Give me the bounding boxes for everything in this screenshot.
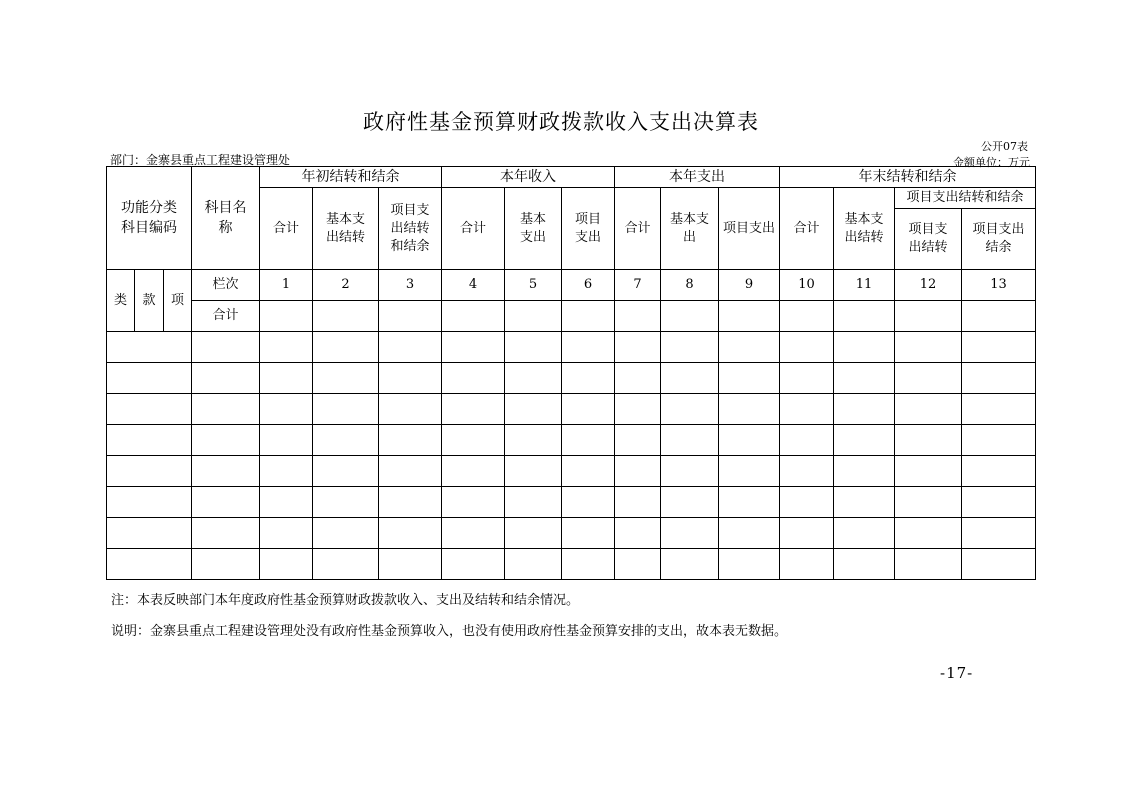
table-cell	[895, 487, 962, 518]
table-cell	[780, 301, 834, 332]
table-cell	[615, 394, 661, 425]
table-cell	[962, 332, 1036, 363]
table-cell	[192, 394, 260, 425]
table-cell	[895, 518, 962, 549]
table-cell	[962, 487, 1036, 518]
table-cell	[192, 487, 260, 518]
col-number: 5	[505, 270, 562, 301]
table-cell	[895, 363, 962, 394]
table-cell	[192, 518, 260, 549]
table-cell	[895, 332, 962, 363]
table-cell	[780, 487, 834, 518]
table-cell	[505, 487, 562, 518]
code-lei: 类	[107, 270, 135, 332]
table-cell	[834, 394, 895, 425]
header-func-code: 功能分类科目编码	[107, 167, 192, 270]
table-cell	[895, 456, 962, 487]
table-cell	[442, 332, 505, 363]
table-cell	[107, 456, 192, 487]
table-cell	[379, 425, 442, 456]
table-cell	[260, 456, 313, 487]
table-cell	[505, 549, 562, 580]
table-cell	[107, 549, 192, 580]
table-cell	[442, 518, 505, 549]
col-number: 12	[895, 270, 962, 301]
table-cell	[661, 332, 719, 363]
page-number: -17-	[940, 664, 974, 682]
table-cell	[661, 518, 719, 549]
table-cell	[260, 487, 313, 518]
table-cell	[107, 332, 192, 363]
table-cell	[505, 425, 562, 456]
table-cell	[615, 363, 661, 394]
table-cell	[615, 425, 661, 456]
table-cell	[719, 518, 780, 549]
header-expense-project: 项目支出	[719, 188, 780, 270]
table-cell	[780, 549, 834, 580]
table-cell	[260, 332, 313, 363]
table-cell	[661, 425, 719, 456]
header-group-end: 年末结转和结余	[780, 167, 1036, 188]
table-cell	[719, 456, 780, 487]
table-cell	[379, 456, 442, 487]
table-cell	[719, 332, 780, 363]
table-cell	[615, 549, 661, 580]
table-cell	[962, 301, 1036, 332]
header-end-project-carry: 项目支出结转	[895, 209, 962, 270]
table-cell	[615, 487, 661, 518]
table-cell	[442, 549, 505, 580]
table-cell	[192, 549, 260, 580]
total-label: 合计	[192, 301, 260, 332]
table-cell	[442, 487, 505, 518]
table-cell	[379, 487, 442, 518]
col-number: 6	[562, 270, 615, 301]
table-cell	[379, 363, 442, 394]
table-cell	[260, 394, 313, 425]
table-cell	[442, 456, 505, 487]
table-cell	[313, 332, 379, 363]
table-cell	[615, 301, 661, 332]
table-cell	[719, 549, 780, 580]
table-cell	[562, 518, 615, 549]
table-row	[107, 487, 1036, 518]
table-cell	[661, 363, 719, 394]
table-cell	[313, 549, 379, 580]
table-cell	[780, 332, 834, 363]
table-cell	[962, 456, 1036, 487]
table-cell	[313, 363, 379, 394]
header-begin-total: 合计	[260, 188, 313, 270]
table-cell	[505, 518, 562, 549]
table-row	[107, 394, 1036, 425]
table-cell	[379, 332, 442, 363]
table-cell	[562, 549, 615, 580]
col-number: 2	[313, 270, 379, 301]
table-cell	[834, 425, 895, 456]
table-cell	[615, 332, 661, 363]
table-cell	[834, 363, 895, 394]
table-cell	[313, 425, 379, 456]
table-row	[107, 549, 1036, 580]
table-cell	[192, 363, 260, 394]
table-row	[107, 363, 1036, 394]
table-cell	[562, 394, 615, 425]
header-income-project: 项目支出	[562, 188, 615, 270]
header-begin-project: 项目支出结转和结余	[379, 188, 442, 270]
table-cell	[379, 394, 442, 425]
table-cell	[107, 425, 192, 456]
table-note: 注：本表反映部门本年度政府性基金预算财政拨款收入、支出及结转和结余情况。	[111, 593, 580, 608]
table-cell	[442, 425, 505, 456]
table-cell	[895, 425, 962, 456]
table-cell	[313, 394, 379, 425]
table-cell	[192, 456, 260, 487]
table-cell	[962, 363, 1036, 394]
table-cell	[505, 301, 562, 332]
table-cell	[260, 301, 313, 332]
table-cell	[780, 425, 834, 456]
col-number: 13	[962, 270, 1036, 301]
table-row	[107, 518, 1036, 549]
table-cell	[562, 363, 615, 394]
table-cell	[260, 363, 313, 394]
table-cell	[562, 301, 615, 332]
table-cell	[107, 363, 192, 394]
table-cell	[962, 394, 1036, 425]
empty-rows	[107, 332, 1036, 580]
header-begin-basic: 基本支出结转	[313, 188, 379, 270]
table-cell	[505, 363, 562, 394]
table-cell	[719, 394, 780, 425]
table-cell	[661, 394, 719, 425]
table-cell	[615, 518, 661, 549]
table-cell	[615, 456, 661, 487]
header-group-begin: 年初结转和结余	[260, 167, 442, 188]
col-number: 10	[780, 270, 834, 301]
header-end-basic: 基本支出结转	[834, 188, 895, 270]
header-subject-name: 科目名称	[192, 167, 260, 270]
table-explanation: 说明：金寨县重点工程建设管理处没有政府性基金预算收入，也没有使用政府性基金预算安排的支出，故本表无数据。	[111, 624, 788, 639]
table-cell	[719, 487, 780, 518]
col-number: 9	[719, 270, 780, 301]
table-cell	[661, 456, 719, 487]
table-cell	[895, 301, 962, 332]
table-row	[107, 425, 1036, 456]
table-cell	[192, 425, 260, 456]
table-row	[107, 332, 1036, 363]
table-cell	[107, 487, 192, 518]
budget-table	[106, 166, 1036, 580]
table-cell	[313, 518, 379, 549]
table-cell	[562, 425, 615, 456]
header-end-total: 合计	[780, 188, 834, 270]
header-expense-total: 合计	[615, 188, 661, 270]
table-cell	[562, 487, 615, 518]
table-cell	[661, 549, 719, 580]
header-income-total: 合计	[442, 188, 505, 270]
table-cell	[313, 456, 379, 487]
col-number: 4	[442, 270, 505, 301]
table-cell	[719, 425, 780, 456]
header-end-project-sub: 项目支出结转和结余	[895, 188, 1036, 209]
table-cell	[895, 394, 962, 425]
table-cell	[107, 518, 192, 549]
header-expense-basic: 基本支出	[661, 188, 719, 270]
table-cell	[834, 301, 895, 332]
table-cell	[260, 425, 313, 456]
table-cell	[192, 332, 260, 363]
table-cell	[661, 487, 719, 518]
table-cell	[505, 394, 562, 425]
table-cell	[107, 394, 192, 425]
table-cell	[962, 425, 1036, 456]
table-row	[107, 456, 1036, 487]
code-xiang: 项	[164, 270, 192, 332]
table-cell	[260, 549, 313, 580]
form-number: 公开07表	[981, 140, 1028, 153]
col-number: 8	[661, 270, 719, 301]
table-cell	[442, 301, 505, 332]
table-cell	[780, 456, 834, 487]
table-cell	[962, 549, 1036, 580]
table-cell	[661, 301, 719, 332]
table-cell	[834, 549, 895, 580]
amount-unit: 金额单位：万元	[953, 156, 1030, 169]
table-cell	[379, 549, 442, 580]
page-title: 政府性基金预算财政拨款收入支出决算表	[363, 110, 759, 134]
col-number: 3	[379, 270, 442, 301]
header-end-project-balance: 项目支出结余	[962, 209, 1036, 270]
code-kuan: 款	[135, 270, 164, 332]
table-cell	[505, 456, 562, 487]
header-income-basic: 基本支出	[505, 188, 562, 270]
table-cell	[780, 394, 834, 425]
table-cell	[834, 456, 895, 487]
table-cell	[313, 301, 379, 332]
table-cell	[834, 332, 895, 363]
table-cell	[313, 487, 379, 518]
table-cell	[260, 518, 313, 549]
total-row	[107, 301, 1036, 332]
table-cell	[442, 394, 505, 425]
row-col-label: 栏次	[192, 270, 260, 301]
table-cell	[780, 518, 834, 549]
table-cell	[834, 518, 895, 549]
header-group-expense: 本年支出	[615, 167, 780, 188]
table-cell	[895, 549, 962, 580]
table-cell	[719, 301, 780, 332]
header-group-income: 本年收入	[442, 167, 615, 188]
table-cell	[562, 456, 615, 487]
department-label: 部门：金寨县重点工程建设管理处	[110, 153, 291, 167]
table-cell	[834, 487, 895, 518]
table-cell	[379, 301, 442, 332]
table-cell	[562, 332, 615, 363]
table-cell	[442, 363, 505, 394]
table-cell	[780, 363, 834, 394]
table-cell	[505, 332, 562, 363]
col-number: 1	[260, 270, 313, 301]
table-cell	[719, 363, 780, 394]
table-cell	[379, 518, 442, 549]
col-number: 11	[834, 270, 895, 301]
table-cell	[962, 518, 1036, 549]
col-number: 7	[615, 270, 661, 301]
